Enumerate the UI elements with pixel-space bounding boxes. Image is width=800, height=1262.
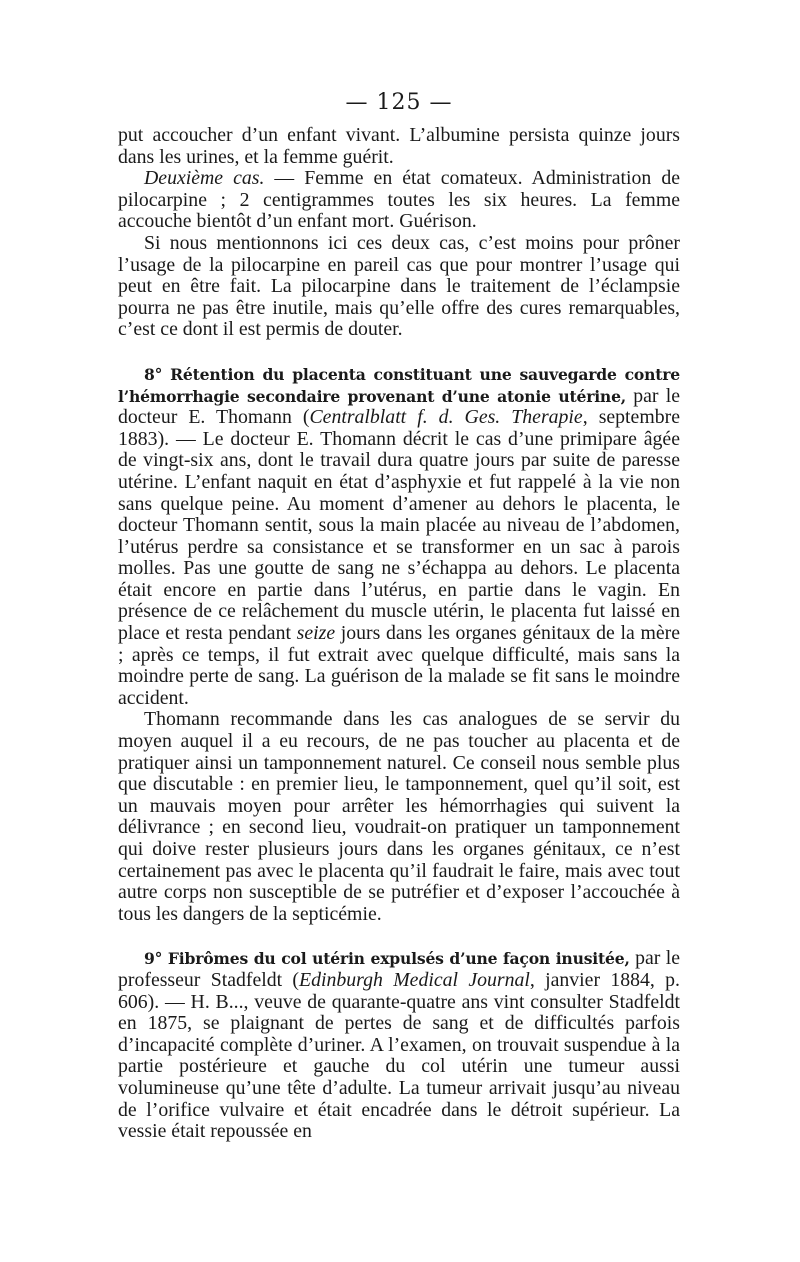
section-9-journal: Edinburgh Medical Journal — [299, 968, 530, 991]
section-8-byline-pre: par le docteur E. Thomann ( — [118, 384, 680, 429]
section-9-byline-post: , janvier 1884, p. 606). — H. B..., veuve de quarante-quatre ans vint consulter Stadfeldt en 1875, se plaignant de pertes de sang et de difficultés parfois d’incapacité complète d’uriner. A l’examen, on trouvait suspendue à la partie postérieure et gauche du col utérin une tumeur aussi volumineuse qu’une tête d’adulte. La tumeur arrivait jusqu’au niveau de l’orifice vulvaire et était encadrée dans le détroit supérieur. La vessie était repoussée en — [118, 968, 681, 1143]
paragraph-second-case — [118, 168, 680, 233]
section-8-byline-post: , septembre 1883). — Le docteur E. Thomann décrit le cas d’une primipare âgée de vingt-six ans, dont le travail dura quatre jours par suite de paresse utérine. L’enfant naquit en état d’asphyxie et fut rappelé à la vie non sans quelque peine. Au moment d’amener au dehors le placenta, le docteur Thomann sentit, sous la main placée au niveau de l’abdomen, l’utérus perdre sa consistance et se transformer en un sac à parois molles. Pas une goutte de sang ne s’échappa au dehors. Le placenta était encore en partie dans l’utérus, en partie dans le vagin. En présence de ce relâchement du muscle utérin, le placenta fut laissé en place et resta pendant — [118, 406, 680, 645]
page-number: — 125 — — [345, 90, 453, 115]
section-9-heading: 9° Fibrômes du col utérin expulsés d’une façon inusitée, — [144, 949, 630, 969]
section-8 — [118, 364, 680, 710]
case-text: — Femme en état comateux. Administration de pilocarpine ; 2 centigrammes toutes les six heures. La femme accouche bientôt d’un enfant mort. Guérison. — [118, 167, 680, 233]
section-9-byline-pre: par le professeur Stadfeldt ( — [118, 947, 680, 991]
paragraph-pilocarpine: Si nous mentionnons ici ces deux cas, c’est moins pour prôner l’usage de la pilocarpine en pareil cas que pour montrer l’usage qui peut en être fait. La pilocarpine dans le traitement de l’éclampsie pourra ne pas être inutile, mais qu’elle offre des cures remarquables, c’est ce dont il est permis de douter. — [118, 231, 680, 341]
document-page — [118, 90, 680, 1143]
section-9 — [118, 948, 680, 1142]
section-8-emphasis: seize — [296, 622, 336, 645]
section-8-heading: 8° Rétention du placenta constituant une sauvegarde contre l’hémorrhagie secondaire provenant d’une atonie utérine, — [118, 364, 680, 406]
section-8-journal: Centralblatt f. d. Ges. Therapie — [309, 406, 583, 429]
section-8-byline-end: jours dans les organes génitaux de la mère ; après ce temps, il fut extrait avec quelque difficulté, mais sans la moindre perte de sang. La guérison de la malade se fit sans le moindre accident. — [118, 622, 680, 709]
body-text — [118, 125, 680, 1143]
section-8-paragraph-2: Thomann recommande dans les cas analogues de se servir du moyen auquel il a eu recours, de ne pas toucher au placenta et de pratiquer ainsi un tamponnement naturel. Ce conseil nous semble plus que discutable : en premier lieu, le tamponnement, quel qu’il soit, est un mauvais moyen pour arrêter les hémorrhagies qui suivent la délivrance ; en second lieu, voudrait-on pratiquer un tamponnement qui doive rester plusieurs jours dans les organes génitaux, ce n’est certainement pas avec le placenta qu’il faudrait le faire, mais avec tout autre corps non susceptible de se putréfier et d’exposer l’accouchée à tous les dangers de la septicémie. — [118, 708, 680, 925]
paragraph-continuation: put accoucher d’un enfant vivant. L’albumine persista quinze jours dans les urines, et la femme guérit. — [118, 124, 680, 168]
case-label: Deuxième cas. — [144, 167, 265, 190]
